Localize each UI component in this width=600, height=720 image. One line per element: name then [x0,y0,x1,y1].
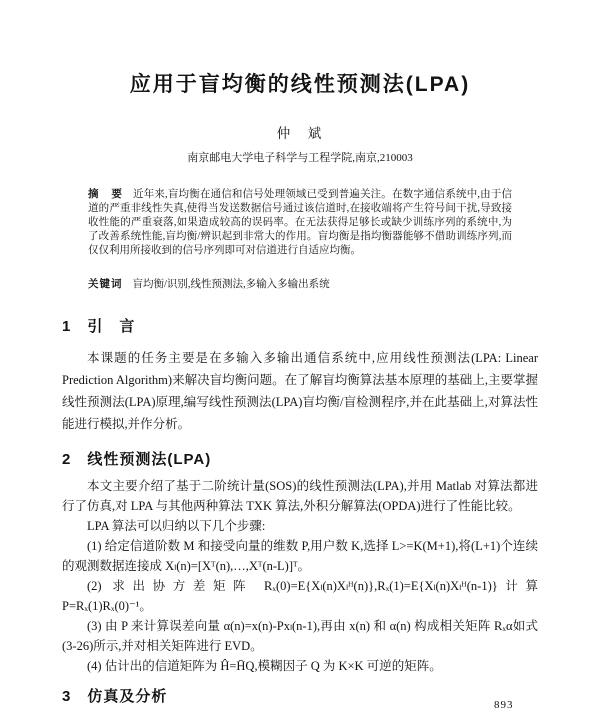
section-heading [62,685,538,706]
paragraph: 本文主要介绍了基于二阶统计量(SOS)的线性预测法(LPA),并用 Matlab 对算法都进行了仿真,对 LPA 与其他两种算法 TXK 算法,外积分解算法(OPDA)进行了性能比较。 [62,479,538,513]
section-simulation [62,685,538,706]
section-number: 2 [62,451,72,468]
algorithm-step-2: (2) 求出协方差矩阵 Rₓ(0)=E{Xₗ(n)Xₗᴴ(n)},Rₓ(1)=E{Xₗ(n)Xₗᴴ(n-1)}计算 P=Rₓ(1)Rₓ(0)⁻¹。 [62,579,538,613]
section-heading [62,448,538,469]
section-title: 线性预测法(LPA) [87,451,212,468]
section-lpa-method [62,448,538,676]
section-heading [62,315,538,336]
section-introduction [62,315,538,435]
keywords-text: 盲均衡/识别,线性预测法,多输入多输出系统 [132,279,330,290]
page-content [0,68,600,706]
author-affiliation: 南京邮电大学电子科学与工程学院,南京,210003 [187,152,413,164]
keywords-label: 关键词 [88,278,123,290]
paragraph: 本课题的任务主要是在多输入多输出通信系统中,应用线性预测法(LPA: Linear Prediction Algorithm)来解决盲均衡问题。在了解盲均衡算法基本原理的基础上,主要掌握线性预测法(LPA)原理,编写线性预测法(LPA)盲均衡/盲检测程序,并在此基础上,对算法性能进行模拟,并作分析。 [62,351,538,431]
algorithm-step-4: (4) 估计出的信道矩阵为 Ĥ=H̄Q,模糊因子 Q 为 K×K 可逆的矩阵。 [87,659,442,673]
abstract-block [62,187,538,258]
page-number: 893 [494,699,514,711]
page-title: 应用于盲均衡的线性预测法(LPA) [129,73,471,96]
section-number: 3 [62,688,72,705]
keywords-block [62,277,538,292]
algorithm-step-1: (1) 给定信道阶数 M 和接受向量的维数 P,用户数 K,选择 L>=K(M+1),将(L+1)个连续的观测数据连接成 Xₗ(n)=[Xᵀ(n),…,Xᵀ(n-L)]ᵀ。 [62,539,538,573]
abstract-text: 近年来,盲均衡在通信和信号处理领域已受到普遍关注。在数字通信系统中,由于信道的严重非线性失真,使得当发送数据信号通过该信道时,在接收端将产生符号间干扰,导致接收性能的严重衰落,如果造成较高的误码率。在无法获得足够长或缺少训练序列的系统中,为了改善系统性能,盲均衡/辨识起到非常大的作用。盲均衡是指均衡器能够不借助训练序列,而仅仅利用所接收到的信号序列即可对信道进行自适应均衡。 [88,189,513,256]
author-name: 仲 斌 [276,126,324,141]
abstract-label: 摘 要 [88,188,124,200]
section-title: 仿真及分析 [87,688,168,705]
section-number: 1 [62,318,72,335]
paragraph: LPA 算法可以归纳以下几个步骤: [87,519,266,533]
algorithm-step-3: (3) 由 P 来计算误差向量 α(n)=x(n)-Pxₗ(n-1),再由 x(n) 和 α(n) 构成相关矩阵 Rₓα如式(3-26)所示,并对相关矩阵进行 EVD。 [62,619,538,653]
section-title: 引 言 [87,318,136,335]
